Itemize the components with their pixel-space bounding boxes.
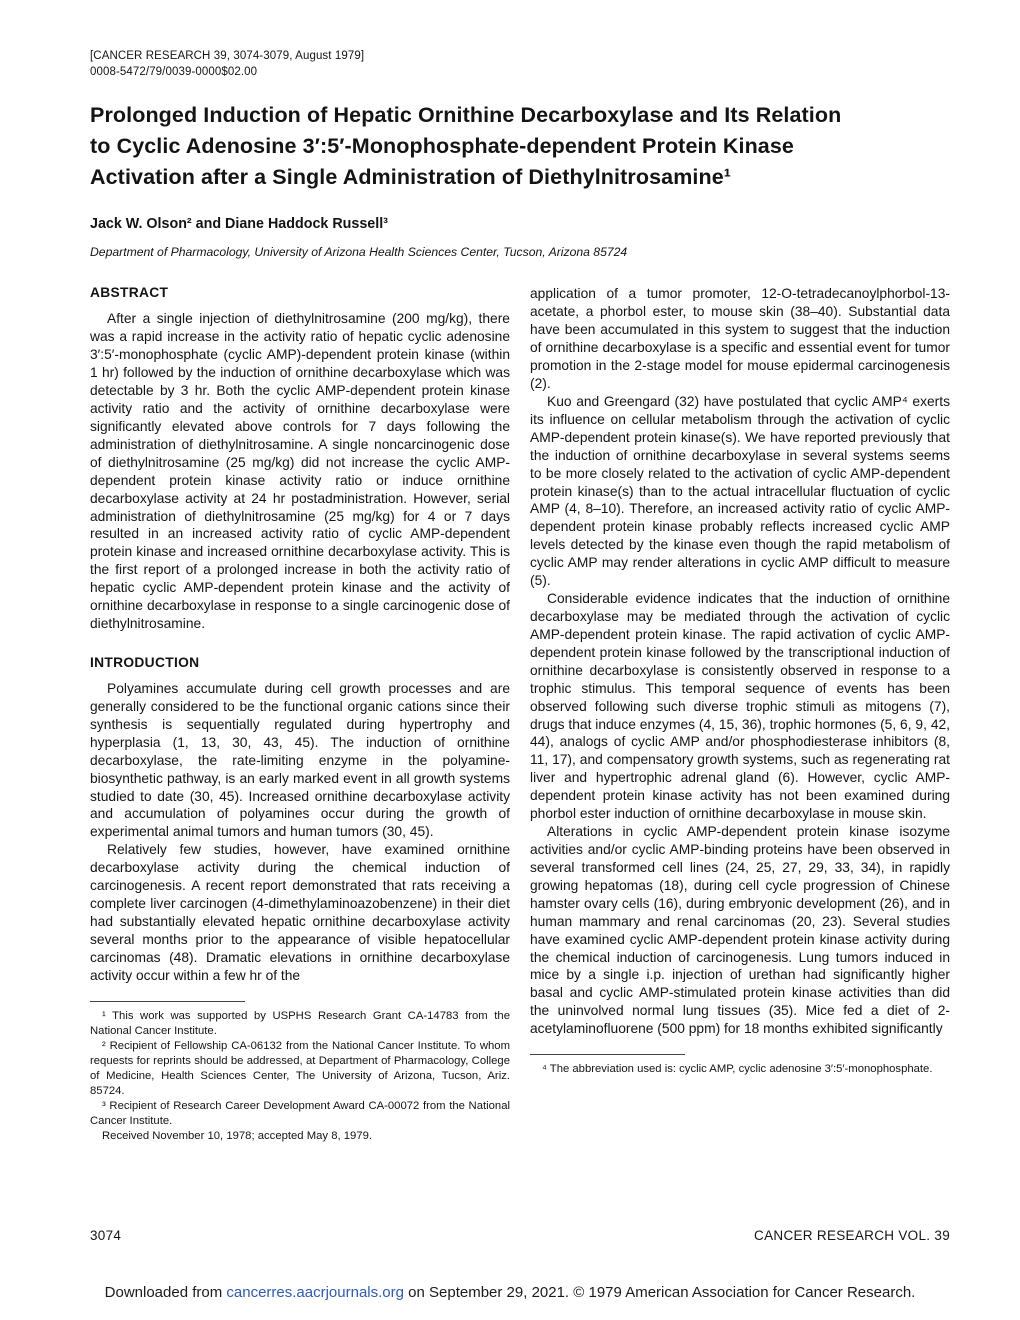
download-notice-text	[105, 1283, 916, 1303]
introduction-paragraph-1: Polyamines accumulate during cell growth processes and are generally considered to be the functional organic cations since their synthesis is sequentially regulated during hypertrophy and hyperplasia (1, 13, 30, 43, 45). The induction of ornithine decarboxylase, the rate-limiting enzyme in the polyamine-biosynthetic pathway, is an early marked event in all growth systems studied to date (30, 45). Increased ornithine decarboxylase activity and accumulation of polyamines occur during the growth of experimental animal tumors and human tumors (30, 45).	[90, 680, 510, 840]
body-paragraph-continuation: application of a tumor promoter, 12-O-tetradecanoylphorbol-13-acetate, a phorbol ester, to mouse skin (38–40). Substantial data have been accumulated in this system to suggest that the induction of ornithine decarboxylase is a specific and essential event for tumor promotion in the 2-stage model for mouse epidermal carcinogenesis (2).	[530, 286, 950, 391]
introduction-paragraph-2: Relatively few studies, however, have examined ornithine decarboxylase activity during the chemical induction of carcinogenesis. A recent report demonstrated that rats receiving a complete liver carcinogen (4-dimethylaminoazobenzene) in their diet had substantially elevated hepatic ornithine decarboxylase activity several months prior to the appearance of visible hepatocellular carcinomas (48). Dramatic elevations in ornithine decarboxylase activity occur within a few hr of the	[90, 842, 510, 983]
journal-header	[90, 48, 950, 80]
footnote-3: ³ Recipient of Research Career Development Award CA-00072 from the National Cancer Institute.	[90, 1099, 510, 1127]
author-line: Jack W. Olson² and Diane Haddock Russell³	[90, 216, 388, 233]
right-column	[530, 285, 950, 1143]
download-suffix: on September 29, 2021. © 1979 American Association for Cancer Research.	[403, 1284, 916, 1301]
two-column-body	[90, 285, 950, 1143]
paper-title: Prolonged Induction of Hepatic Ornithine Decarboxylase and Its Relation to Cyclic Adenosine 3′:5′-Monophosphate-dependent Protein Kinase Activation after a Single Administration of Diethylnitrosamine¹	[90, 103, 842, 189]
footnote-2: ² Recipient of Fellowship CA-06132 from the National Cancer Institute. To whom requests for reprints should be addressed, at Department of Pharmacology, College of Medicine, Health Sciences Center, The University of Arizona, Tucson, Ariz. 85724.	[90, 1039, 510, 1097]
body-paragraph-2: Kuo and Greengard (32) have postulated that cyclic AMP⁴ exerts its influence on cellular metabolism through the activation of cyclic AMP-dependent protein kinase(s). We have reported previously that the induction of ornithine decarboxylase in several systems seems to be more closely related to the activation of cyclic AMP-dependent protein kinase(s) than to the actual intracellular fluctuation of cyclic AMP (4, 8–10). Therefore, an increased activity ratio of cyclic AMP-dependent protein kinase probably reflects increased cyclic AMP levels detected by the kinase even though the rapid metabolism of cyclic AMP may render alterations in cyclic AMP difficult to measure (5).	[530, 393, 950, 589]
footnote-separator	[530, 1054, 685, 1055]
introduction-heading: INTRODUCTION	[90, 654, 200, 670]
body-paragraph-3: Considerable evidence indicates that the induction of ornithine decarboxylase may be mediated through the activation of cyclic AMP-dependent protein kinase. The rapid activation of cyclic AMP-dependent protein kinase followed by the transcriptional induction of ornithine decarboxylase is consistently observed in response to a trophic stimulus. This temporal sequence of events has been observed following such diverse trophic stimuli as mitogens (7), drugs that induce enzymes (4, 15, 36), trophic hormones (5, 6, 9, 42, 44), analogs of cyclic AMP and/or phosphodiesterase inhibitors (8, 11, 17), and compensatory growth systems, such as regenerating rat liver and hypertrophic adrenal gland (6). However, cyclic AMP-dependent protein kinase activity has not been examined during phorbol ester induction of ornithine decarboxylase in mouse skin.	[530, 591, 950, 822]
left-column	[90, 285, 510, 1143]
footnote-separator	[90, 1001, 245, 1002]
journal-citation: [CANCER RESEARCH 39, 3074-3079, August 1979]	[90, 50, 365, 62]
body-paragraph-4: Alterations in cyclic AMP-dependent protein kinase isozyme activities and/or cyclic AMP-binding proteins have been observed in several transformed cell lines (24, 25, 27, 29, 33, 34), in rapidly growing hepatomas (18), during cell cycle progression of Chinese hamster ovary cells (16), during embryonic development (26), and in human mammary and renal carcinomas (20, 23). Several studies have examined cyclic AMP-dependent protein kinase activity during the chemical induction of carcinogenesis. Lung tumors induced in mice by a single i.p. injection of urethan had significantly higher basal and cyclic AMP-stimulated protein kinase activities than did the uninvolved normal lung tissues (35). Mice fed a diet of 2-acetylaminofluorene (500 ppm) for 18 months exhibited significantly	[530, 824, 950, 1037]
abstract-heading: ABSTRACT	[90, 285, 169, 301]
footnote-4-abbreviation: ⁴ The abbreviation used is: cyclic AMP, cyclic adenosine 3′:5′-monophosphate.	[542, 1063, 933, 1076]
page-number: 3074	[90, 1228, 122, 1243]
download-prefix: Downloaded from	[104, 1284, 227, 1301]
issn-price-code: 0008-5472/79/0039-0000$02.00	[90, 66, 258, 79]
affiliation-line: Department of Pharmacology, University of Arizona Health Sciences Center, Tucson, Arizona 85724	[90, 245, 628, 260]
download-notice	[0, 1283, 1020, 1303]
received-accepted-note: Received November 10, 1978; accepted May 8, 1979.	[102, 1129, 373, 1142]
abstract-paragraph: After a single injection of diethylnitrosamine (200 mg/kg), there was a rapid increase in the activity ratio of hepatic cyclic adenosine 3′:5′-monophosphate (cyclic AMP)-dependent protein kinase (within 1 hr) followed by the induction of ornithine decarboxylase which was detectable by 3 hr. Both the cyclic AMP-dependent protein kinase activity ratio and the activity of ornithine decarboxylase were significantly elevated above controls for 7 days following the administration of diethylnitrosamine. A single noncarcinogenic dose of diethylnitrosamine (25 mg/kg) did not increase the cyclic AMP-dependent protein kinase activity ratio or induce ornithine decarboxylase activity at 24 hr postadministration. However, serial administration of diethylnitrosamine (25 mg/kg) for 4 or 7 days resulted in an increased activity ratio of cyclic AMP-dependent protein kinase and increased ornithine decarboxylase activity. This is the first report of a prolonged increase in both the activity ratio of hepatic cyclic AMP-dependent protein kinase and the activity of ornithine decarboxylase in response to a single carcinogenic dose of diethylnitrosamine.	[90, 311, 510, 632]
journal-volume: CANCER RESEARCH VOL. 39	[754, 1228, 950, 1243]
journal-site-link[interactable]: cancerres.aacrjournals.org	[226, 1284, 404, 1301]
footnote-1: ¹ This work was supported by USPHS Research Grant CA-14783 from the National Cancer Institute.	[90, 1009, 510, 1037]
running-foot	[90, 1228, 950, 1243]
